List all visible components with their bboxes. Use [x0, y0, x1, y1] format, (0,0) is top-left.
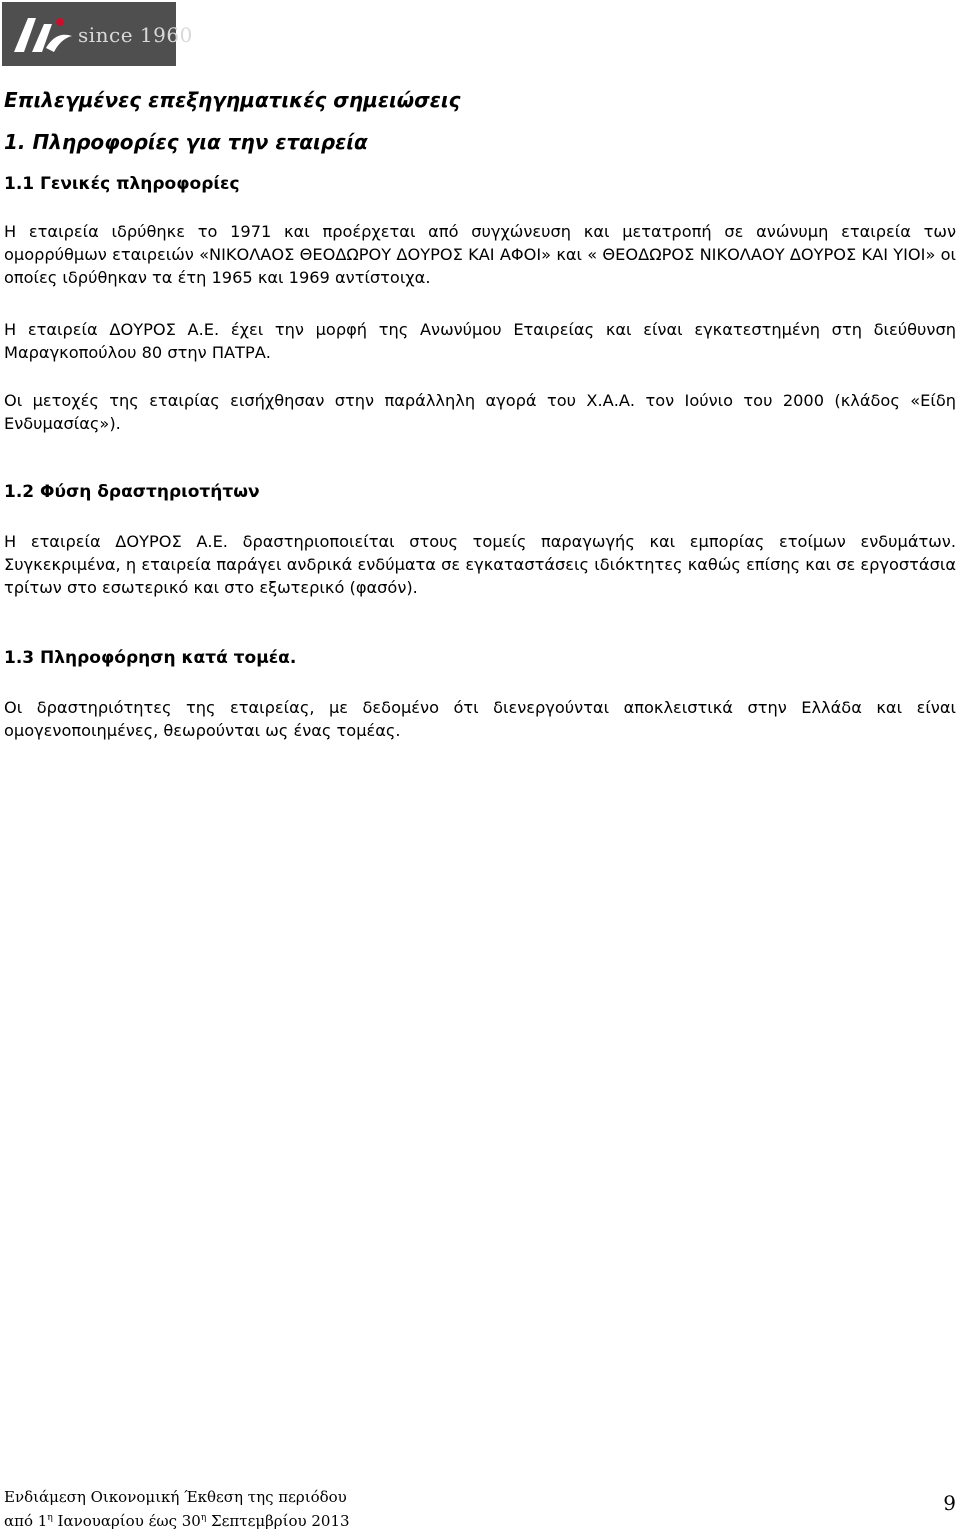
- paragraph-legal-form: Η εταιρεία ΔΟΥΡΟΣ Α.Ε. έχει την μορφή της Ανωνύμου Εταιρείας και είναι εγκατεστημένη στη διεύθυνση Μαραγκοπούλου 80 στην ΠΑΤΡΑ.: [4, 320, 956, 362]
- page-footer: [4, 1487, 956, 1529]
- page-number: 9: [943, 1491, 956, 1515]
- paragraph-activities: Η εταιρεία ΔΟΥΡΟΣ Α.Ε. δραστηριοποιείται στους τομείς παραγωγής και εμπορίας ετοίμων ενδυμάτων. Συγκεκριμένα, η εταιρεία παράγει ανδρικά ενδύματα σε εγκαταστάσεις ιδιόκτητες καθώς επίσης και σε εργοστάσια τρίτων στο εσωτερικό και στο εξωτερικό (φασόν).: [4, 532, 956, 597]
- logo-text: since 1960: [78, 23, 193, 47]
- footer-line-2-end: Σεπτεμβρίου 2013: [206, 1512, 350, 1530]
- paragraph-segments: Οι δραστηριότητες της εταιρείας, με δεδομένο ότι διενεργούνται αποκλειστικά στην Ελλάδα και είναι ομογενοποιημένες, θεωρούνται ως ένας τομέας.: [4, 698, 956, 740]
- paragraph-listing: Οι μετοχές της εταιρίας εισήχθησαν στην παράλληλη αγορά του Χ.Α.Α. τον Ιούνιο του 2000 (κλάδος «Είδη Ενδυμασίας»).: [4, 391, 956, 433]
- footer-superscript-1: η: [47, 1513, 53, 1523]
- section-title-general: 1.1 Γενικές πληροφορίες: [4, 174, 240, 194]
- footer-line-1: Ενδιάμεση Οικονομική Έκθεση της περιόδου: [4, 1488, 347, 1506]
- section-title-activities: 1.2 Φύση δραστηριοτήτων: [4, 482, 260, 502]
- footer-text: [4, 1487, 350, 1532]
- footer-line-2-start: από 1: [4, 1512, 48, 1530]
- notes-heading: Επιλεγμένες επεξηγηματικές σημειώσεις: [4, 88, 461, 112]
- section-title-segments: 1.3 Πληροφόρηση κατά τομέα.: [4, 648, 297, 668]
- company-logo: [2, 2, 193, 66]
- company-info-heading: 1. Πληροφορίες για την εταιρεία: [4, 130, 368, 154]
- footer-line-2-middle: Ιανουαρίου έως 30: [52, 1512, 201, 1530]
- footer-line-2: [4, 1508, 350, 1532]
- paragraph-founding: Η εταιρεία ιδρύθηκε το 1971 και προέρχεται από συγχώνευση και μετατροπή σε ανώνυμη εταιρεία των ομορρύθμων εταιρειών «ΝΙΚΟΛΑΟΣ ΘΕΟΔΩΡΟΥ ΔΟΥΡΟΣ ΚΑΙ ΑΦΟΙ» και « ΘΕΟΔΩΡΟΣ ΝΙΚΟΛΑΟΥ ΔΟΥΡΟΣ ΚΑΙ ΥΙΟΙ» οι οποίες ιδρύθηκαν τα έτη 1965 και 1969 αντίστοιχα.: [4, 222, 956, 287]
- footer-superscript-2: η: [200, 1513, 207, 1523]
